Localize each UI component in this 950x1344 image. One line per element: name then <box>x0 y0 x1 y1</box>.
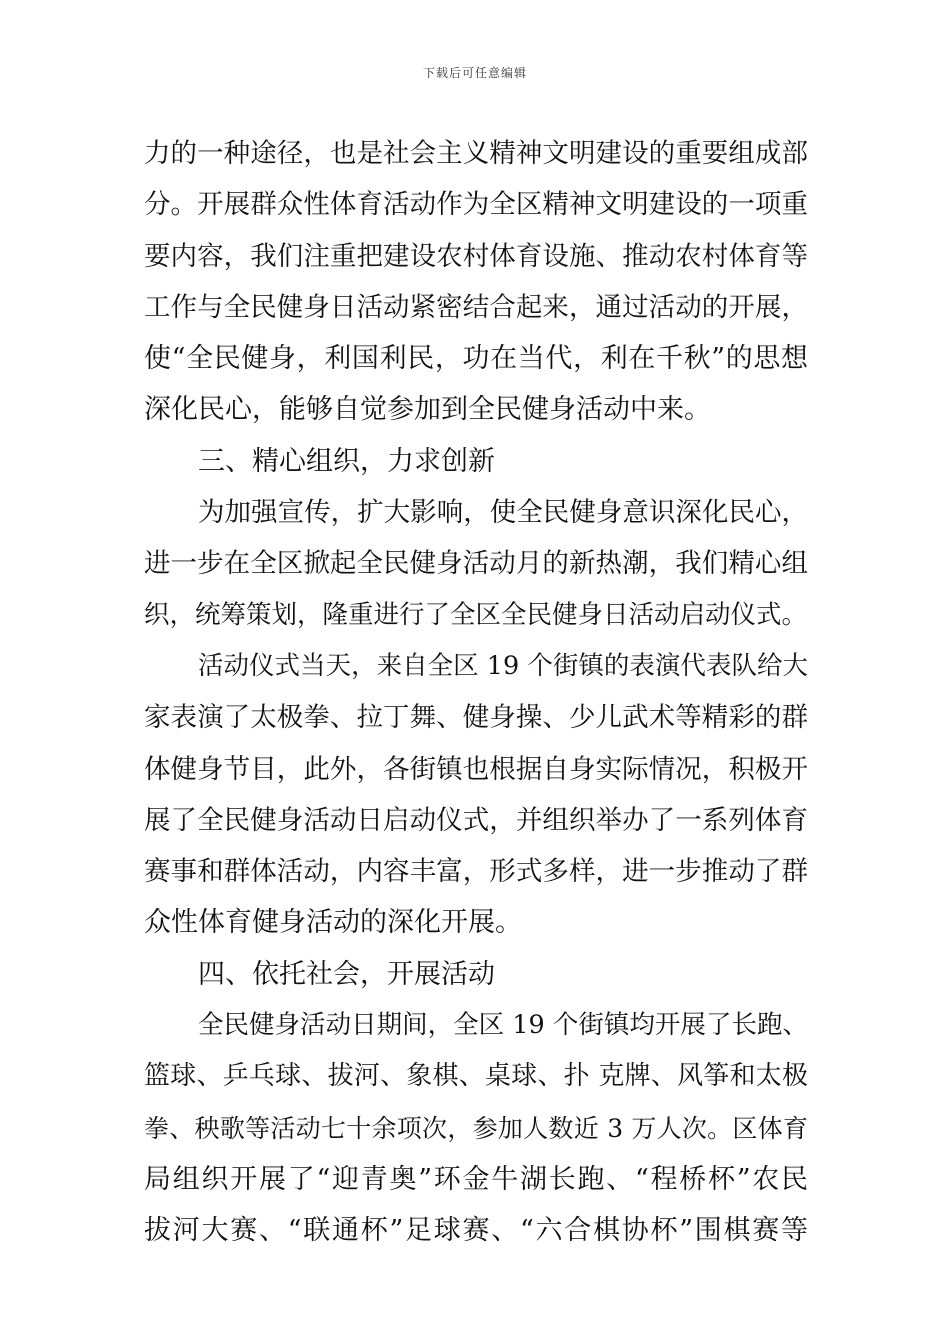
text-line: 家表演了太极拳、拉丁舞、健身操、少儿武术等精彩的群 <box>144 702 808 734</box>
text-line: 要内容，我们注重把建设农村体育设施、推动农村体育等 <box>144 240 808 272</box>
text-line: 展了全民健身活动日启动仪式，并组织举办了一系列体育 <box>144 804 808 836</box>
text-line: 拳、秧歌等活动七十余项次，参加人数近 3 万人次。区体育 <box>144 1113 808 1143</box>
text-line: 局组织开展了“迎青奥”环金牛湖长跑、“程桥杯”农民 <box>144 1163 808 1195</box>
text-line: 众性体育健身活动的深化开展。 <box>144 907 522 939</box>
text-line: 全民健身活动日期间，全区 19 个街镇均开展了长跑、 <box>198 1010 808 1041</box>
text-line: 为加强宣传，扩大影响，使全民健身意识深化民心， <box>198 497 808 529</box>
page-header-note: 下载后可任意编辑 <box>422 66 527 80</box>
text-line: 工作与全民健身日活动紧密结合起来，通过活动的开展， <box>144 291 808 323</box>
text-line: 四、依托社会，开展活动 <box>198 958 495 990</box>
text-line: 活动仪式当天，来自全区 19 个街镇的表演代表队给大 <box>198 650 808 681</box>
text-line: 进一步在全区掀起全民健身活动月的新热潮，我们精心组 <box>144 548 808 580</box>
text-line: 力的一种途径，也是社会主义精神文明建设的重要组成部 <box>144 138 808 169</box>
text-line: 赛事和群体活动，内容丰富，形式多样，进一步推动了群 <box>144 856 808 888</box>
text-line: 拔河大赛、“联通杯”足球赛、“六合棋协杯”围棋赛等 <box>144 1215 808 1247</box>
text-line: 三、精心组织，力求创新 <box>198 445 495 477</box>
text-line: 分。开展群众性体育活动作为全区精神文明建设的一项重 <box>144 189 808 221</box>
text-line: 织，统筹策划，隆重进行了全区全民健身日活动启动仪式。 <box>144 599 808 630</box>
text-line: 深化民心，能够自觉参加到全民健身活动中来。 <box>144 394 711 426</box>
text-line: 体健身节目，此外，各街镇也根据自身实际情况，积极开 <box>144 753 808 785</box>
body-text <box>144 128 808 1257</box>
text-line: 篮球、乒乓球、拔河、象棋、桌球、扑 克牌、风筝和太极 <box>144 1061 808 1092</box>
text-line: 使“全民健身，利国利民，功在当代，利在千秋”的思想 <box>144 343 808 375</box>
